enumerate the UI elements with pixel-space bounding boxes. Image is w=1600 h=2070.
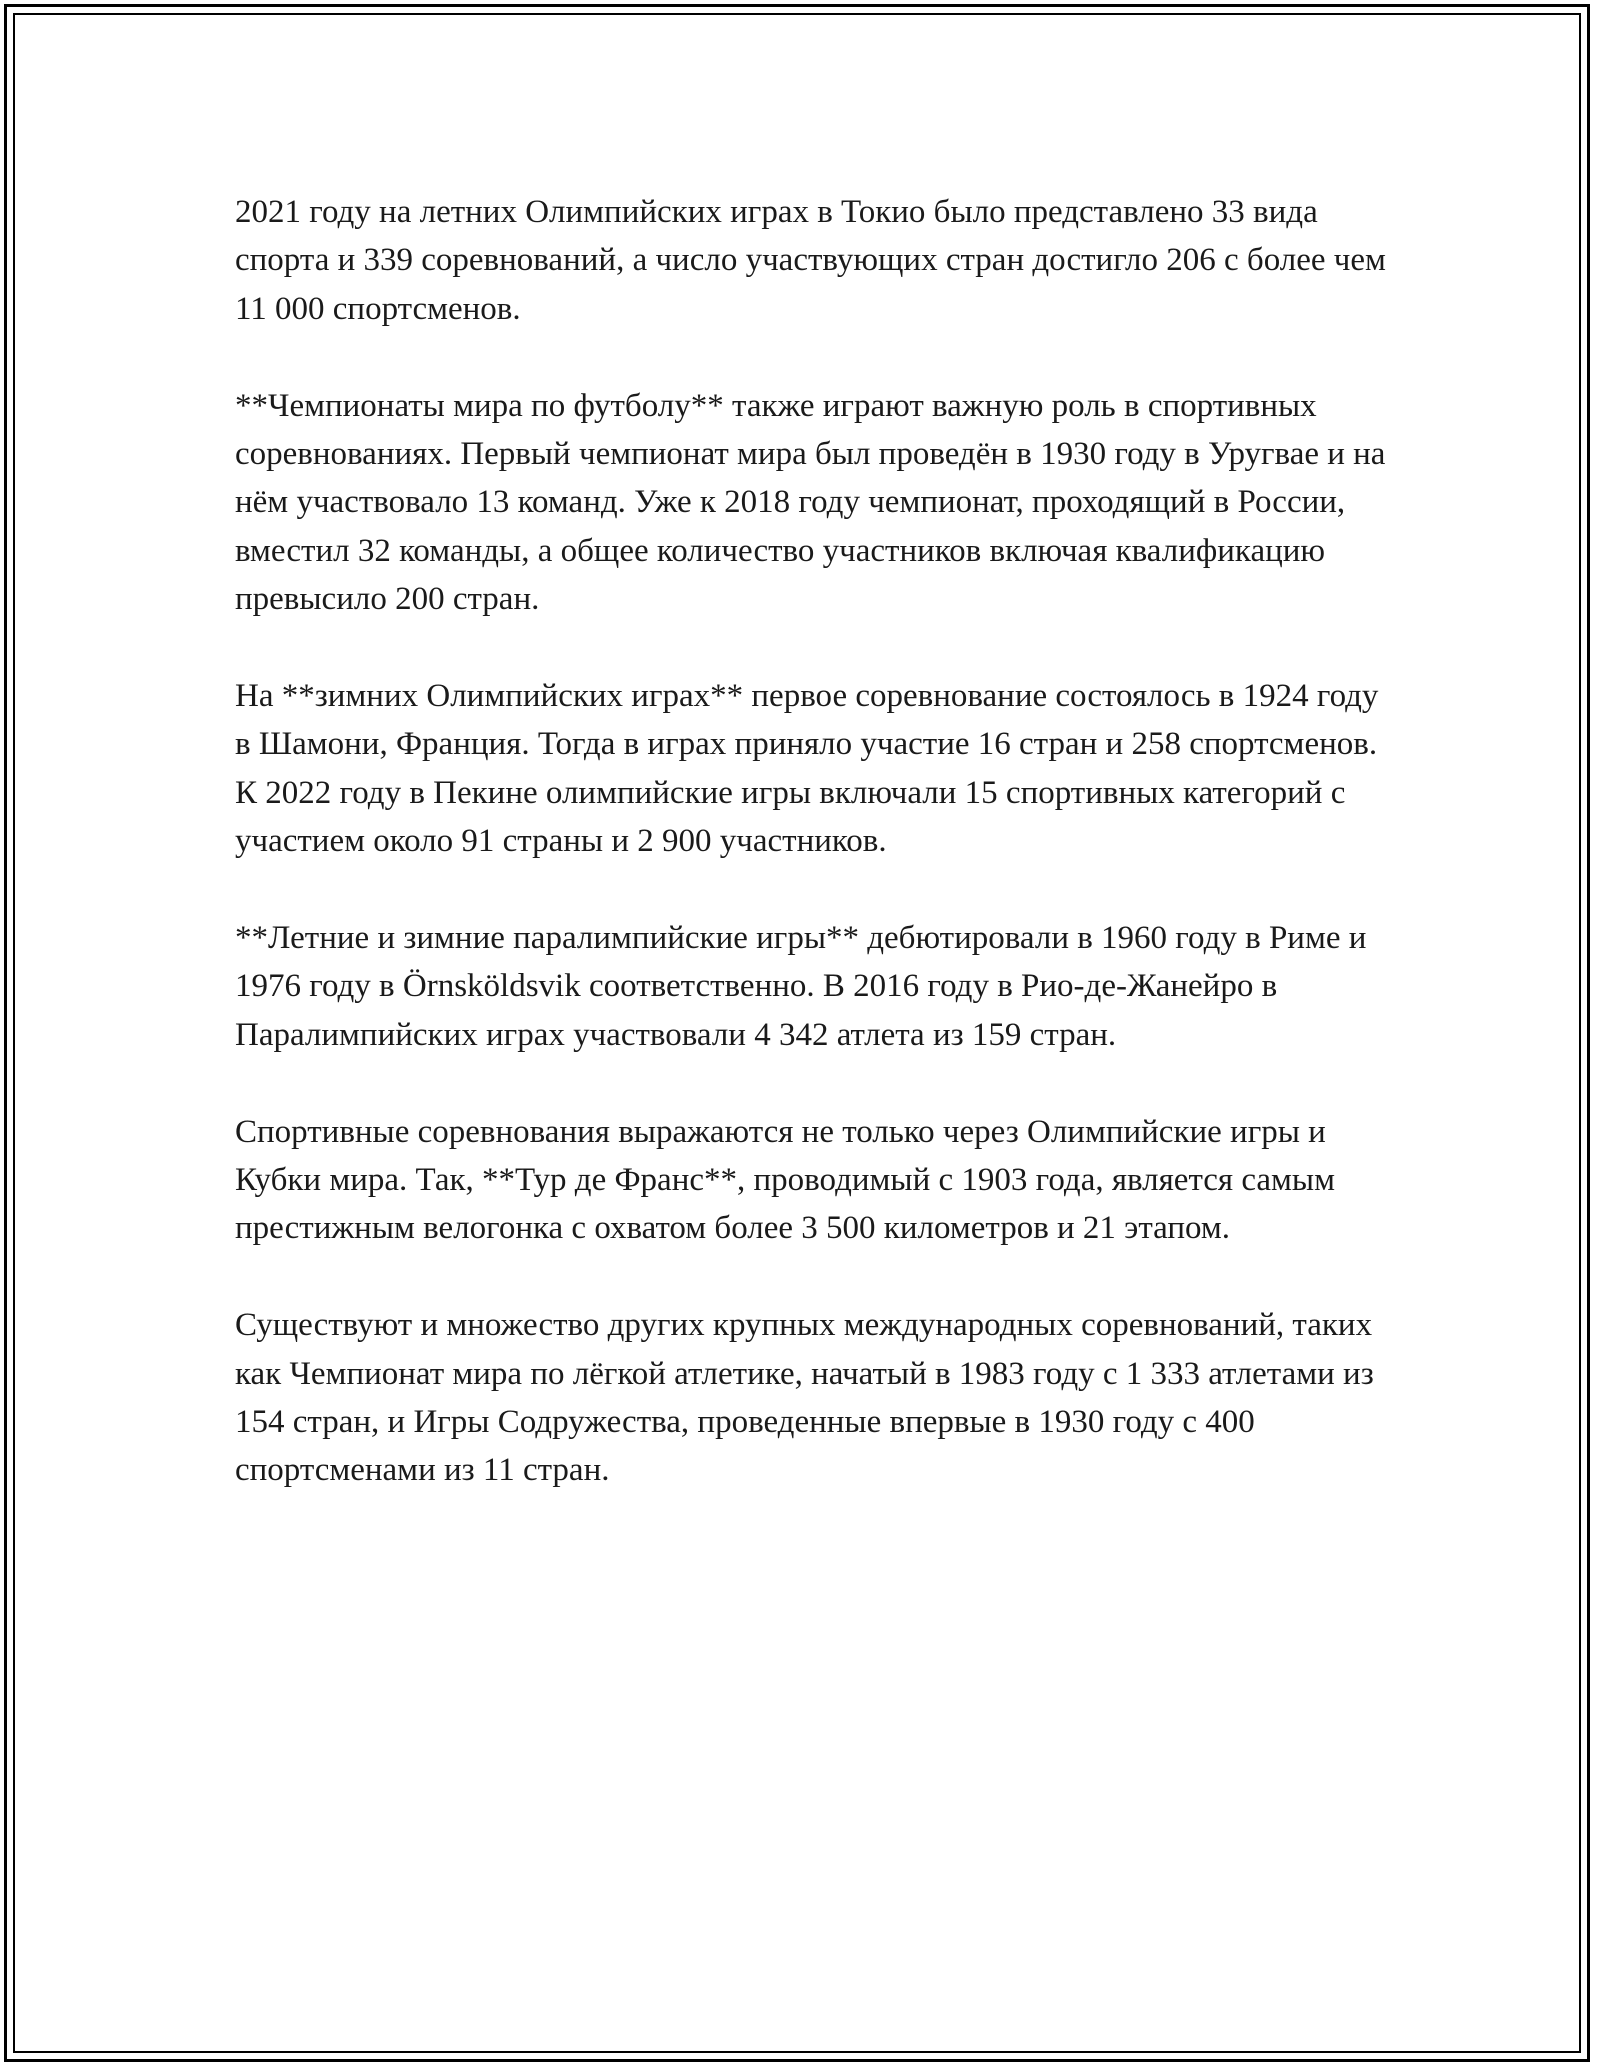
document-body (235, 188, 1395, 1543)
paragraph-winter-olympics: На **зимних Олимпийских играх** первое соревнование состоялось в 1924 году в Шамони, Франция. Тогда в играх приняло участие 16 стран и 258 спортсменов. К 2022 году в Пекине олимпийские игры включали 15 спортивных категорий с участием около 91 страны и 2 900 участников. (235, 678, 1379, 860)
paragraph-paralympics: **Летние и зимние паралимпийские игры** дебютировали в 1960 году в Риме и 1976 году в Örnsköldsvik соответственно. В 2016 году в Рио-де-Жанейро в Паралимпийских играх участвовали 4 342 атлета из 159 стран. (235, 920, 1367, 1053)
paragraph-tokyo-olympics: 2021 году на летних Олимпийских играх в Токио было представлено 33 вида спорта и 339 соревнований, а число участвующих стран достигло 206 с более чем 11 000 спортсменов. (235, 194, 1386, 327)
paragraph-other-competitions: Существуют и множество других крупных международных соревнований, таких как Чемпионат мира по лёгкой атлетике, начатый в 1983 году с 1 333 атлетами из 154 стран, и Игры Содружества, проведенные впервые в 1930 году с 400 спортсменами из 11 стран. (235, 1307, 1374, 1489)
paragraph-tour-de-france: Спортивные соревнования выражаются не только через Олимпийские игры и Кубки мира. Так, **Тур де Франс**, проводимый с 1903 года, является самым престижным велогонка с охватом более 3 500 километров и 21 этапом. (235, 1113, 1335, 1247)
paragraph-football-world-cup: **Чемпионаты мира по футболу** также играют важную роль в спортивных соревнованиях. Первый чемпионат мира был проведён в 1930 году в Уругвае и на нём участвовало 13 команд. Уже к 2018 году чемпионат, проходящий в России, вместил 32 команды, а общее количество участников включая квалификацию превысило 200 стран. (235, 387, 1386, 618)
